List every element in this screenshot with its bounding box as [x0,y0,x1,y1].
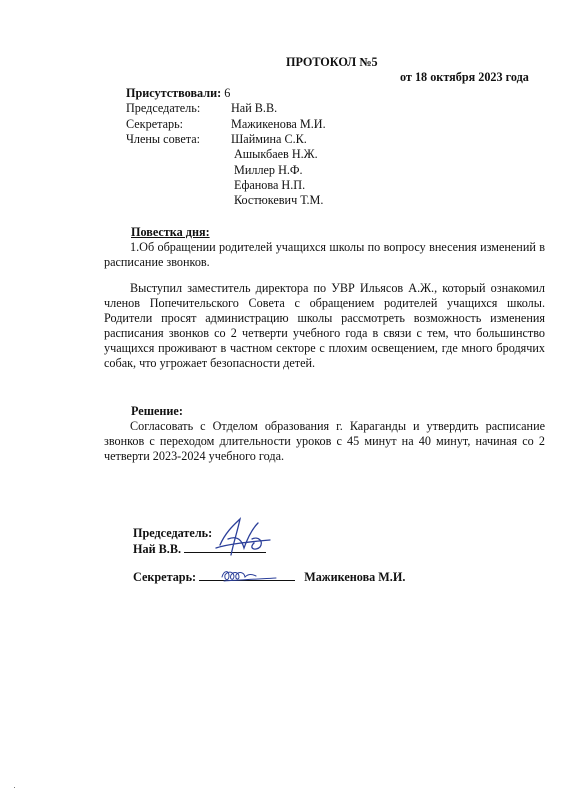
signature-chair-label: Председатель: [133,526,213,540]
present-line [126,86,230,101]
discussion-paragraph: Выступил заместитель директора по УВР Ильясов А.Ж., который ознакомил членов Попечительского Совета с обращением родителей учащихся школы. Родители просят администрацию школы рассмотреть возможность изменения расписания звонков со 2 четверти учебного года в связи с тем, что большинство учащихся проживают в частном секторе с плохим освещением, где много бродячих собак, что угрожает безопасности детей. [104,281,545,370]
present-label: Присутствовали: [126,86,222,100]
members-label: Члены совета: [126,132,201,146]
scan-speck [14,787,15,788]
present-count: 6 [224,86,231,100]
chair-label: Председатель: [126,101,201,115]
document-date: от 18 октября 2023 года [400,70,529,84]
signature-chair-name: Най В.В. [133,542,181,556]
agenda-title: Повестка дня: [131,225,210,239]
signature-secretary-name: Мажикенова М.И. [304,570,406,584]
member-name: Ефанова Н.П. [234,178,306,192]
member-name: Шаймина С.К. [231,132,307,146]
secretary-label: Секретарь: [126,117,184,131]
chair-name: Най В.В. [231,101,278,115]
member-name: Ашыкбаев Н.Ж. [234,147,318,161]
decision-title: Решение: [131,404,183,418]
document-title: ПРОТОКОЛ №5 [286,55,378,69]
signature-secretary-label: Секретарь: [133,570,197,584]
member-name: Миллер Н.Ф. [234,163,303,177]
secretary-name: Мажикенова М.И. [231,117,326,131]
member-name: Костюкевич Т.М. [234,193,324,207]
chair-signature-scribble [214,515,272,561]
secretary-signature-scribble [218,566,280,584]
agenda-item: 1.Об обращении родителей учащихся школы по вопросу внесения изменений в расписание звонков. [104,240,545,269]
decision-paragraph: Согласовать с Отделом образования г. Караганды и утвердить расписание звонков с переходом длительности уроков с 45 минут на 40 минут, начиная со 2 четверти 2023-2024 учебного года. [104,419,545,463]
